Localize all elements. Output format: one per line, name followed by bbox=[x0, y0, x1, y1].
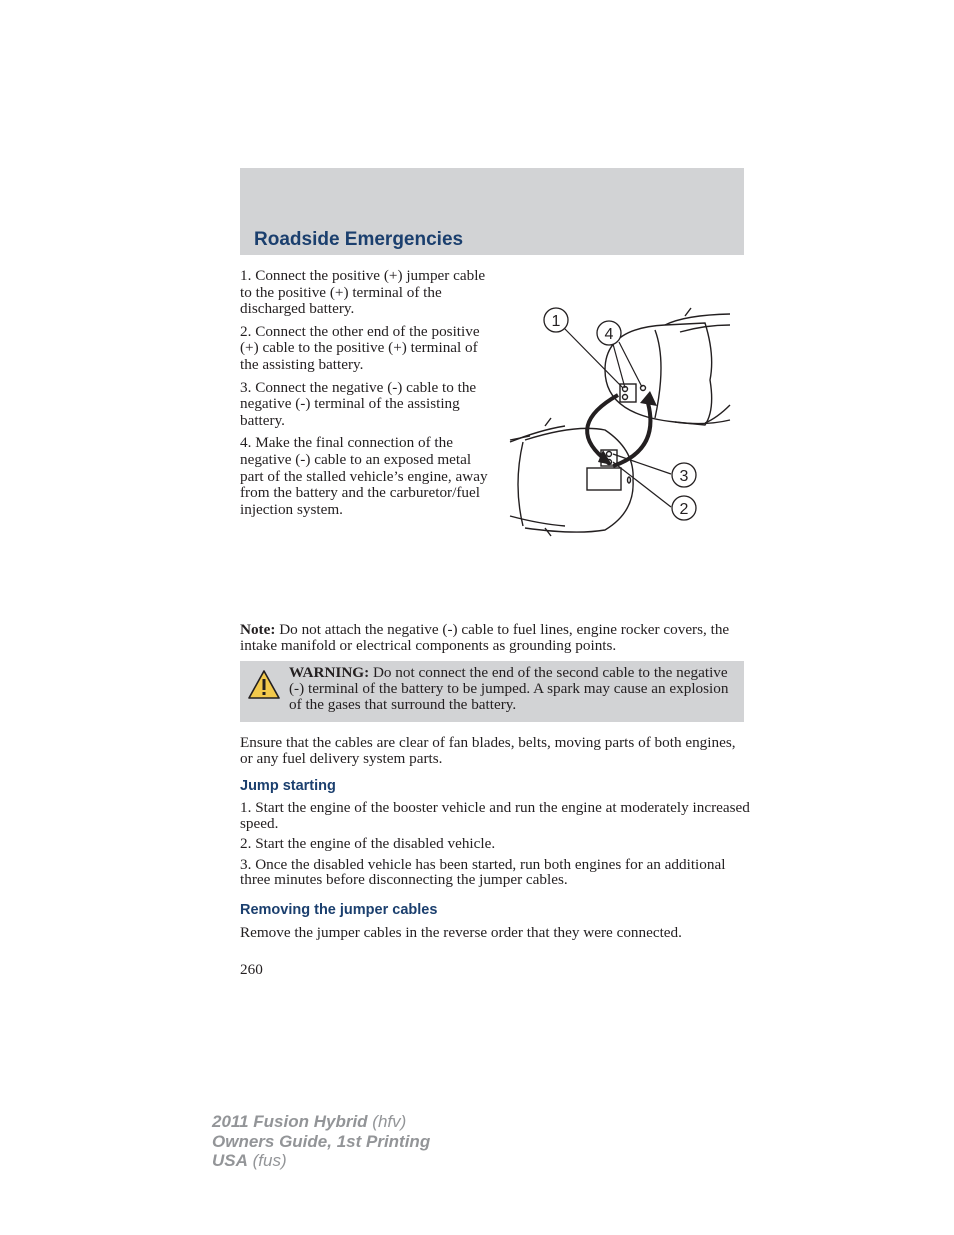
removing-cables-paragraph: Remove the jumper cables in the reverse order that they were connected. bbox=[240, 924, 682, 941]
callout-4: 4 bbox=[604, 326, 614, 343]
footer-line-guide bbox=[212, 1132, 430, 1152]
warning-triangle-icon bbox=[247, 669, 281, 701]
section-title: Roadside Emergencies bbox=[254, 229, 464, 250]
jump-starting-heading: Jump starting bbox=[240, 778, 336, 794]
page-number: 260 bbox=[240, 961, 263, 978]
warning-box bbox=[240, 661, 744, 722]
note-paragraph bbox=[240, 622, 750, 653]
connection-step: 1. Connect the positive (+) jumper cable to the positive (+) terminal of the discharged battery. bbox=[240, 267, 486, 318]
connection-step: 4. Make the final connection of the negative (-) cable to an exposed metal part of the stalled vehicle’s engine, away from the battery and the carburetor/fuel injection system. bbox=[240, 434, 488, 518]
jump-step: 1. Start the engine of the booster vehicle and run the engine at moderately increased speed. bbox=[240, 799, 750, 832]
ensure-paragraph: Ensure that the cables are clear of fan blades, belts, moving parts of both engines, or any fuel delivery system parts. bbox=[240, 734, 736, 767]
footer-region-code: (fus) bbox=[247, 1151, 287, 1170]
jump-step: 2. Start the engine of the disabled vehicle. bbox=[240, 835, 496, 853]
jump-starting-steps bbox=[240, 800, 750, 893]
warning-text-block bbox=[247, 665, 736, 713]
warning-label: WARNING: bbox=[289, 664, 370, 681]
footer-line-region bbox=[212, 1151, 430, 1171]
warning-text: Do not connect the end of the second cable to the negative (-) terminal of the battery to be jumped. A spark may cause an explosion of the gases that surround the battery. bbox=[289, 664, 729, 713]
callout-2: 2 bbox=[679, 501, 689, 518]
footer-model: 2011 Fusion Hybrid bbox=[212, 1112, 368, 1131]
section-header-band bbox=[240, 168, 744, 255]
footer-guide: Owners Guide, 1st Printing bbox=[212, 1131, 431, 1151]
callout-3: 3 bbox=[679, 468, 689, 485]
callout-1: 1 bbox=[551, 313, 561, 330]
document-footer bbox=[212, 1112, 430, 1171]
jump-step: 3. Once the disabled vehicle has been started, run both engines for an additional three minutes before disconnecting the jumper cables. bbox=[240, 855, 726, 889]
removing-cables-heading: Removing the jumper cables bbox=[240, 902, 438, 918]
note-text: Do not attach the negative (-) cable to fuel lines, engine rocker covers, the intake manifold or electrical components as grounding points. bbox=[240, 621, 730, 654]
connection-step: 2. Connect the other end of the positive (+) cable to the positive (+) terminal of the assisting battery. bbox=[240, 322, 480, 373]
connection-step: 3. Connect the negative (-) cable to the negative (-) terminal of the assisting battery. bbox=[240, 378, 477, 429]
note-label: Note: bbox=[240, 621, 276, 638]
connection-steps bbox=[240, 268, 495, 524]
jumper-cable-diagram bbox=[505, 300, 745, 545]
footer-region: USA bbox=[212, 1151, 248, 1170]
footer-line-model bbox=[212, 1112, 430, 1132]
footer-model-code: (hfv) bbox=[367, 1112, 407, 1131]
